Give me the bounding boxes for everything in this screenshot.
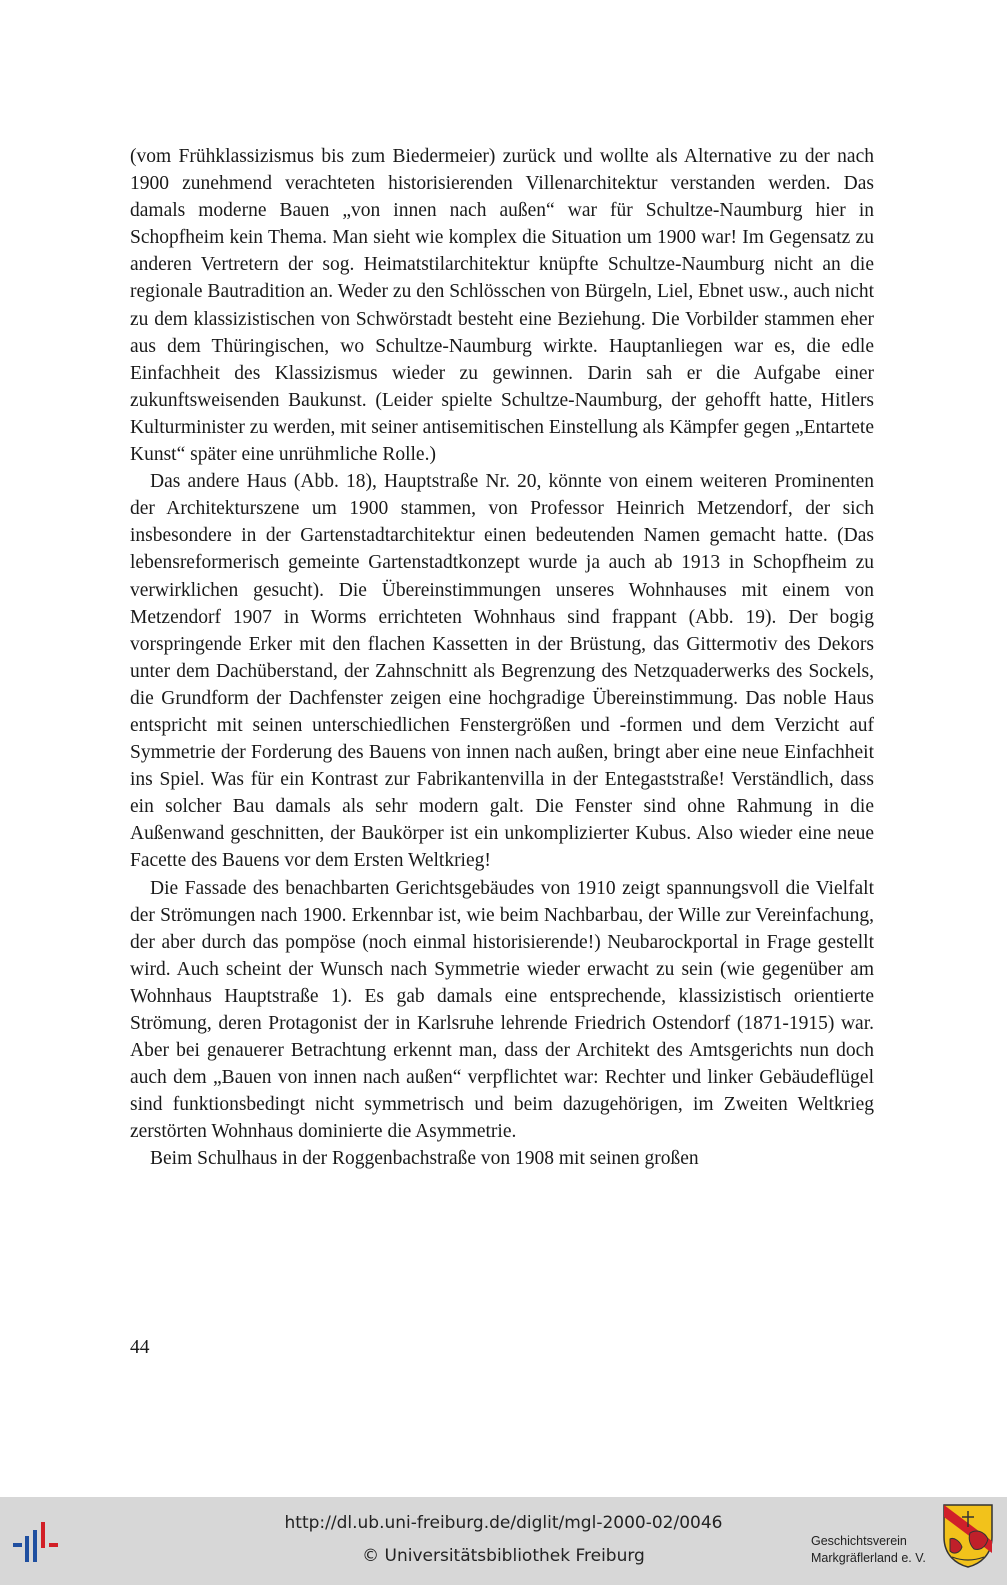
viewer-footer: [0, 1497, 1007, 1585]
paragraph-2: Das andere Haus (Abb. 18), Hauptstraße Nr. 20, könnte von einem weiteren Prominenten der Architekturszene um 1900 stammen, von Professor Heinrich Metzendorf, der sich insbesondere in der Gartenstadtarchitektur einen bedeutenden Namen gemacht hatte. (Das lebensreformerisch gemeinte Gartenstadtkonzept wurde ja auch ab 1913 in Schopfheim zu verwirklichen gesucht). Die Übereinstimmungen unseres Wohnhauses mit einem von Metzendorf 1907 in Worms errichteten Wohnhaus sind frappant (Abb. 19). Der bogig vorspringende Erker mit den flachen Kassetten in der Brüstung, das Gittermotiv des Dekors unter dem Dachüberstand, der Zahnschnitt als Begrenzung des Netzquaderwerks des Sockels, die Grundform der Dachfenster zeigen eine hochgradige Übereinstimmung. Das noble Haus entspricht mit seinen unterschiedlichen Fenstergrößen und -formen und dem Verzicht auf Symmetrie der Forderung des Bauens von innen nach außen, bringt aber eine neue Einfachheit ins Spiel. Was für ein Kontrast zur Fabrikantenvilla in der Entegaststraße! Verständlich, dass ein solcher Bau damals als sehr modern galt. Die Fenster sind ohne Rahmung in die Außenwand geschnitten, der Baukörper ist ein unkomplizierter Kubus. Also wieder eine neue Facette des Bauens vor dem Ersten Weltkrieg!: [130, 471, 874, 872]
society-name-line1: Geschichtsverein: [811, 1534, 907, 1548]
permalink-url[interactable]: http://dl.ub.uni-freiburg.de/diglit/mgl-2000-02/0046: [284, 1513, 723, 1533]
society-name-line2: Markgräflerland e. V.: [811, 1551, 926, 1565]
copyright-text: © Universitätsbibliothek Freiburg: [362, 1546, 645, 1566]
page-number: 44: [130, 1337, 150, 1358]
society-name: [811, 1533, 926, 1567]
paragraph-4: Beim Schulhaus in der Roggenbachstraße von 1908 mit seinen großen: [150, 1148, 699, 1170]
paragraph-3: Die Fassade des benachbarten Gerichtsgebäudes von 1910 zeigt spannungsvoll die Vielfalt der Strömungen nach 1900. Erkennbar ist, wie beim Nachbarbau, der Wille zur Vereinfachung, der aber durch das pompöse (noch einmal historisierende!) Neubarockportal in Frage gestellt wird. Auch scheint der Wunsch nach Symmetrie wieder erwacht zu sein (wie gegenüber am Wohnhaus Hauptstraße 1). Es gab damals eine entsprechende, klassizistisch orientierte Strömung, deren Protagonist der in Karlsruhe lehrende Friedrich Ostendorf (1871-1915) war. Aber bei genauerer Betrachtung erkennt man, dass der Architekt des Amtsgerichts nun doch auch dem „Bauen von innen nach außen“ verpflichtet war: Rechter und linker Gebäudeflügel sind funktionsbedingt nicht symmetrisch und beim dazugehörigen, im Zweiten Weltkrieg zerstörten Wohnhaus dominierte die Asymmetrie.: [130, 877, 874, 1143]
body-text: [130, 143, 874, 1173]
coat-of-arms-icon: [942, 1503, 994, 1569]
paragraph-1: (vom Frühklassizismus bis zum Biedermeier) zurück und wollte als Alternative zu der nach 1900 zunehmend verachteten historisierenden Villenarchitektur verstanden werden. Das damals moderne Bauen „von innen nach außen“ war für Schultze-Naumburg hier in Schopfheim kein Thema. Man sieht wie komplex die Situation um 1900 war! Im Gegensatz zu anderen Vertretern der sog. Heimatstilarchitektur knüpfte Schultze-Naumburg nicht an die regionale Bautradition an. Weder zu den Schlösschen von Bürgeln, Liel, Ebnet usw., auch nicht zu dem klassizistischen von Schwörstadt besteht eine Beziehung. Die Vorbilder stammen eher aus dem Thüringischen, wo Schultze-Naumburg wirkte. Hauptanliegen war es, die edle Einfachheit des Klassizismus wieder zu gewinnen. Darin sah er die Aufgabe einer zukunftsweisenden Baukunst. (Leider spielte Schultze-Naumburg, der gehofft hatte, Hitlers Kulturminister zu werden, mit seiner antisemitischen Einstellung als Kämpfer gegen „Entartete Kunst“ später eine unrühmliche Rolle.): [130, 146, 874, 466]
